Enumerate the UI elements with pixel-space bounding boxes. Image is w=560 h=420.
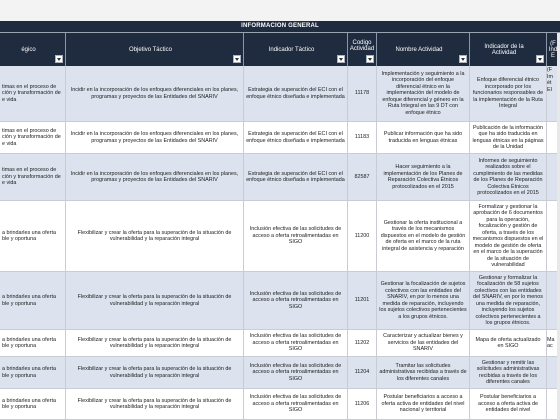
- cell-codigo[interactable]: 11204: [348, 357, 377, 388]
- cell-indicador-actividad[interactable]: Gestionar y formalizar la focalización de 58 sujetos colectivos con las entidades del SNARIV, en por lo menos una medida de reparación, incluyendo los sujetos colectivos pertenecientes a los grupos étnicos.: [470, 272, 547, 329]
- cell-nombre-actividad[interactable]: Gestionar la focalización de sujetos colectivos con las entidades del SNARIV, en por lo menos una medida de reparación, incluyendo los sujetos colectivos pertenecientes a los grupos étnicos.: [377, 272, 470, 329]
- cell-indicador-tactico[interactable]: Estrategia de superación del ECI con el enfoque étnico diseñada e implementada: [244, 66, 348, 121]
- cell-estrategico[interactable]: a brindarles una oferta ble y oportuna: [0, 389, 66, 419]
- table-row: [0, 154, 560, 201]
- filter-dropdown-icon[interactable]: [55, 55, 63, 63]
- cell-nombre-actividad[interactable]: Publicar información que ha sido traducida en lenguas étnicas: [377, 122, 470, 153]
- cell-codigo[interactable]: 11183: [348, 122, 377, 153]
- cell-nombre-actividad[interactable]: Caracterizar y actualizar bienes y servicios de las entidades del SNARIV: [377, 330, 470, 356]
- table-row: [0, 330, 560, 357]
- cell-nombre-actividad[interactable]: Tramitar las solicitudes administrativas recibidas a través de los diferentes canales: [377, 357, 470, 388]
- filter-dropdown-icon[interactable]: [337, 55, 345, 63]
- cell-nombre-actividad[interactable]: Gestionar la oferta institucional a través de los mecanismos dispuestos en el modelo de gestión de oferta en el marco de la ruta integral de asistencia y reparación: [377, 201, 470, 271]
- group-header: INFORMACION GENERAL: [0, 21, 560, 33]
- column-header-indicador-actividad[interactable]: [470, 33, 547, 66]
- cell-indicador-tactico[interactable]: Inclusión efectiva de las solicitudes de acceso a oferta retroalimentadas en SIGO: [244, 389, 348, 419]
- filter-dropdown-icon[interactable]: [459, 55, 467, 63]
- cell-indicador-actividad[interactable]: Mapa de oferta actualizado en SIGO: [470, 330, 547, 356]
- cell-codigo[interactable]: 82587: [348, 154, 377, 200]
- cell-codigo[interactable]: 11202: [348, 330, 377, 356]
- cell-codigo[interactable]: 11200: [348, 201, 377, 271]
- table-row: [0, 66, 560, 122]
- cell-indicador-actividad[interactable]: Publicación de la información que ha sido traducida en lenguas étnicas en la páginas de la Unidad: [470, 122, 547, 153]
- column-header-nombre-actividad[interactable]: [377, 33, 470, 66]
- cell-estrategico[interactable]: a brindarles una oferta ble y oportuna: [0, 330, 66, 356]
- column-header-label: (F Ind E: [548, 40, 558, 59]
- cell-nombre-actividad[interactable]: Hacer seguimiento a la implementación de los Planes de Reparación Colectiva Étnicos protocolizados en el 2015: [377, 154, 470, 200]
- cell-indicador-tactico[interactable]: Inclusión efectiva de las solicitudes de acceso a oferta retroalimentadas en SIGO: [244, 201, 348, 271]
- cell-objetivo-tactico[interactable]: Flexibilizar y crear la oferta para la superación de la situación de vulnerabilidad y la reparación integral: [66, 357, 244, 388]
- table-row: [0, 357, 560, 389]
- cell-indicador-actividad[interactable]: Postular beneficiarios a acceso a oferta activa de entidades del nivel: [470, 389, 547, 419]
- cell-objetivo-tactico[interactable]: Incidir en la incorporación de los enfoques diferenciales en los planes, programas y proyectos de las Entidades del SNARIV: [66, 154, 244, 200]
- cell-estrategico[interactable]: a brindarles una oferta ble y oportuna: [0, 201, 66, 271]
- table-row: [0, 122, 560, 154]
- cell-indicador-actividad[interactable]: Informes de seguimiento realizados sobre el cumplimiento de las medidas de los Planes de Reparación Colectiva Étnicos protocolizados en el 2015: [470, 154, 547, 200]
- filter-dropdown-icon[interactable]: [536, 55, 544, 63]
- column-header-label: Nombre Actividad: [395, 46, 443, 53]
- cell-partial[interactable]: Ma ac: [547, 330, 560, 356]
- cell-indicador-tactico[interactable]: Estrategia de superación del ECI con el enfoque étnico diseñada e implementada: [244, 154, 348, 200]
- cell-objetivo-tactico[interactable]: Flexibilizar y crear la oferta para la superación de la situación de vulnerabilidad y la reparación integral: [66, 201, 244, 271]
- table-row: [0, 272, 560, 330]
- column-header-label: égico: [21, 46, 36, 53]
- cell-estrategico[interactable]: timas en el proceso de ción y transformación de e vida: [0, 66, 66, 121]
- cell-codigo[interactable]: 11178: [348, 66, 377, 121]
- column-header-label: Indicador de la Actividad: [484, 43, 524, 56]
- column-header-codigo-actividad[interactable]: [348, 33, 377, 66]
- cell-objetivo-tactico[interactable]: Incidir en la incorporación de los enfoques diferenciales en los planes, programas y proyectos de las Entidades del SNARIV: [66, 66, 244, 121]
- cell-estrategico[interactable]: timas en el proceso de ción y transformación de e vida: [0, 122, 66, 153]
- cell-objetivo-tactico[interactable]: Incidir en la incorporación de los enfoques diferenciales en los planes, programas y proyectos de las Entidades del SNARIV: [66, 122, 244, 153]
- column-header-label: Indicador Táctico: [268, 46, 315, 53]
- filter-dropdown-icon[interactable]: [366, 55, 374, 63]
- column-header-estrategico[interactable]: [0, 33, 66, 66]
- cell-codigo[interactable]: 11201: [348, 272, 377, 329]
- cell-estrategico[interactable]: timas en el proceso de ción y transformación de e vida: [0, 154, 66, 200]
- cell-estrategico[interactable]: a brindarles una oferta ble y oportuna: [0, 272, 66, 329]
- cell-indicador-actividad[interactable]: Gestionar y remitir las solicitudes administrativas recibidas a través de los diferentes canales: [470, 357, 547, 388]
- cell-indicador-actividad[interactable]: Formalizar y gestionar la aprobación de 6 documentos para la operación, focalización y gestión de oferta, a través de los mecanismos dispuestos en el modelo de gestión de oferta en el marco de la superación de la situación de vulnerabilidad: [470, 201, 547, 271]
- table-row: [0, 201, 560, 272]
- cell-codigo[interactable]: 11206: [348, 389, 377, 419]
- cell-indicador-tactico[interactable]: Inclusión efectiva de las solicitudes de acceso a oferta retroalimentadas en SIGO: [244, 330, 348, 356]
- cell-objetivo-tactico[interactable]: Flexibilizar y crear la oferta para la superación de la situación de vulnerabilidad y la reparación integral: [66, 389, 244, 419]
- cell-indicador-tactico[interactable]: Inclusión efectiva de las solicitudes de acceso a oferta retroalimentadas en SIGO: [244, 357, 348, 388]
- cell-indicador-tactico[interactable]: Estrategia de superación del ECI con el enfoque étnico diseñada e implementada: [244, 122, 348, 153]
- cell-nombre-actividad[interactable]: Postular beneficiarios a acceso a oferta activa de entidades del nivel nacional y territorial: [377, 389, 470, 419]
- cell-estrategico[interactable]: a brindarles una oferta ble y oportuna: [0, 357, 66, 388]
- column-header-label: Objetivo Táctico: [129, 46, 172, 53]
- table-row: [0, 389, 560, 420]
- sheet-top-strip: [0, 0, 560, 22]
- cell-nombre-actividad[interactable]: Implementación y seguimiento a la incorporación del enfoque diferencial étnico en la implementación del modelo de enfoque diferencial y género en la Ruta Integral en las 9 DT con enfoque étnico: [377, 66, 470, 121]
- cell-objetivo-tactico[interactable]: Flexibilizar y crear la oferta para la superación de la situación de vulnerabilidad y la reparación integral: [66, 330, 244, 356]
- column-header-indicador-tactico[interactable]: [244, 33, 348, 66]
- cell-partial[interactable]: (F Im ét EI: [547, 66, 560, 121]
- column-header-label: Codigo Actividad: [349, 39, 375, 52]
- cell-indicador-tactico[interactable]: Inclusión efectiva de las solicitudes de acceso a oferta retroalimentadas en SIGO: [244, 272, 348, 329]
- filter-dropdown-icon[interactable]: [233, 55, 241, 63]
- cell-objetivo-tactico[interactable]: Flexibilizar y crear la oferta para la superación de la situación de vulnerabilidad y la reparación integral: [66, 272, 244, 329]
- column-header-objetivo-tactico[interactable]: [66, 33, 244, 66]
- cell-indicador-actividad[interactable]: Enfoque diferencial étnico incorporado por los funcionarios responsables de la implementación de la Ruta Integral: [470, 66, 547, 121]
